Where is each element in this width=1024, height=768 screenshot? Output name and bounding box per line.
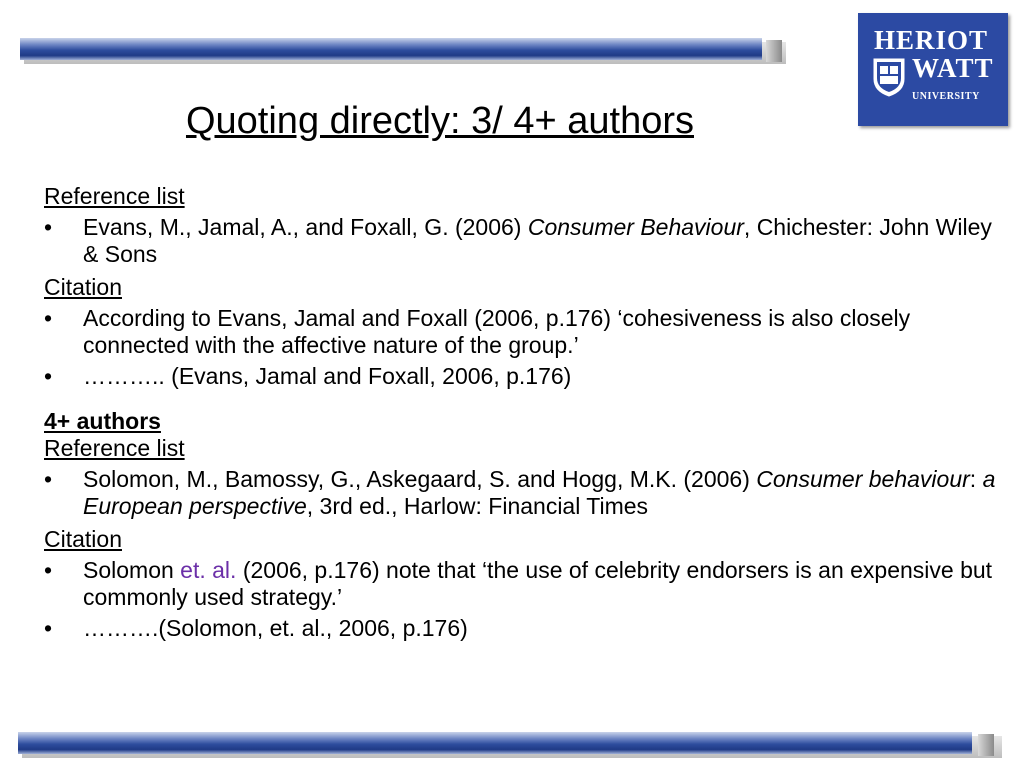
citation-text: ……….. (Evans, Jamal and Foxall, 2006, p.176) [83, 363, 572, 389]
reference-publisher: , Chichester: John Wiley & Sons [83, 214, 992, 267]
four-plus-authors-heading: 4+ authors [44, 408, 161, 434]
reference-title: Consumer behaviour [756, 466, 970, 492]
crest-icon [872, 57, 906, 97]
bullet: • [44, 214, 53, 240]
reference-item-solomon [44, 466, 1004, 520]
bullet: • [44, 615, 53, 641]
reference-subtitle: a European perspective [83, 466, 996, 519]
reference-list-heading: Reference list [44, 183, 185, 209]
bullet: • [44, 363, 53, 389]
slide-content [44, 183, 1004, 642]
reference-separator: : [969, 466, 983, 492]
bullet: • [44, 305, 53, 331]
reference-item-evans [44, 214, 1004, 268]
citation-heading: Citation [44, 526, 122, 552]
citation-text: (2006, p.176) note that ‘the use of celebrity endorsers is an expensive but commonly used strategy.’ [83, 557, 993, 610]
logo-word-watt: WATT [912, 53, 994, 83]
bottom-bar-end [978, 734, 994, 756]
logo-word-university: UNIVERSITY [912, 91, 980, 102]
citation-item [44, 363, 1004, 390]
citation-item [44, 615, 1004, 642]
et-al-highlight: et. al. [180, 557, 237, 583]
citation-text: Solomon [83, 557, 181, 583]
top-bar-end [766, 40, 782, 62]
top-bar [20, 38, 762, 60]
reference-title: Consumer Behaviour [527, 214, 744, 240]
bottom-bar [18, 732, 972, 754]
reference-text: Evans, M., Jamal, A., and Foxall, G. (2006) [83, 214, 528, 240]
citation-item [44, 557, 1004, 611]
citation-item [44, 305, 1004, 359]
citation-heading: Citation [44, 274, 122, 300]
reference-text: Solomon, M., Bamossy, G., Askegaard, S. and Hogg, M.K. (2006) [83, 466, 757, 492]
bullet: • [44, 557, 53, 583]
logo-word-heriot: HERIOT [874, 25, 989, 55]
bullet: • [44, 466, 53, 492]
reference-list-heading: Reference list [44, 435, 185, 461]
citation-text: According to Evans, Jamal and Foxall (2006, p.176) ‘cohesiveness is also closely connected with the affective nature of the group.’ [83, 305, 911, 358]
university-logo [858, 13, 1008, 126]
citation-text: ……….(Solomon, et. al., 2006, p.176) [83, 615, 468, 641]
reference-publisher: , 3rd ed., Harlow: Financial Times [306, 493, 649, 519]
slide-title: Quoting directly: 3/ 4+ authors [185, 100, 694, 142]
